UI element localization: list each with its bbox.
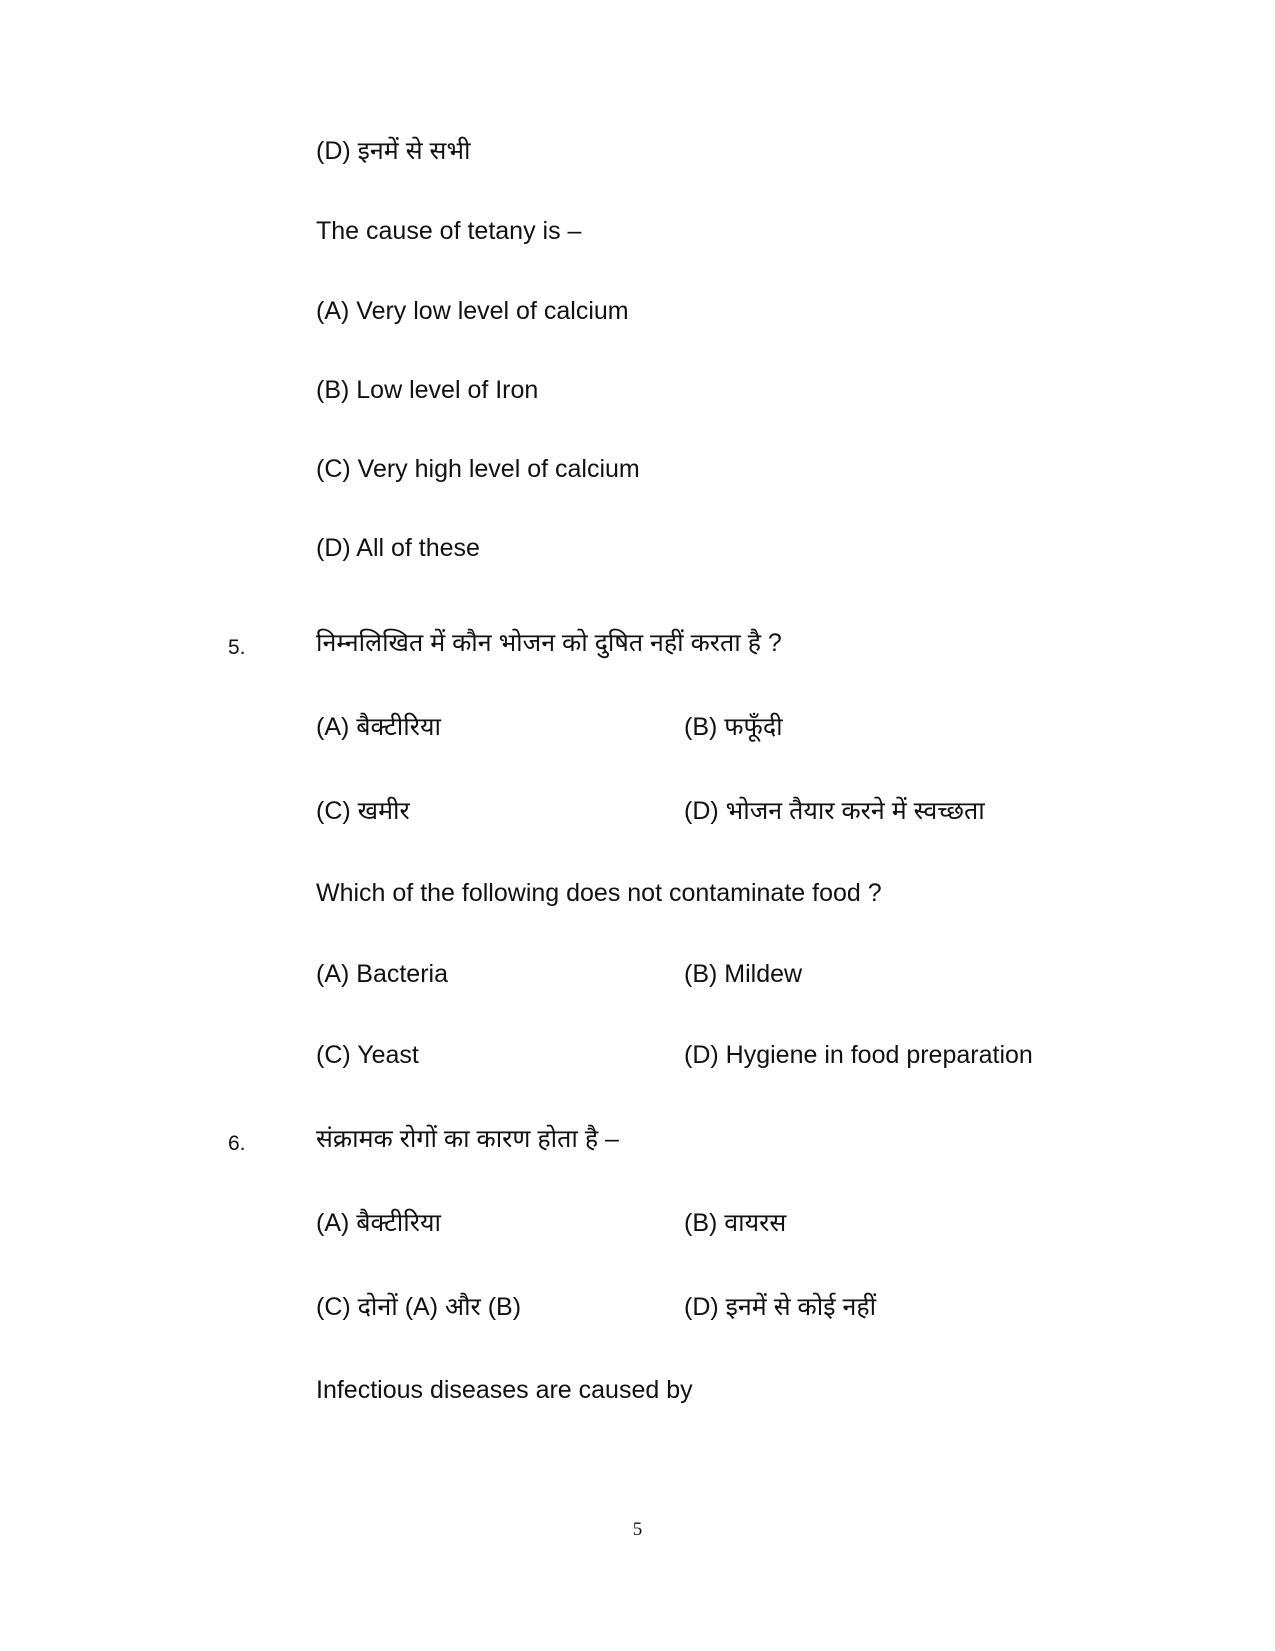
q5-option-b-hindi: (B) फफूँदी bbox=[684, 713, 783, 741]
q5-question-hindi: निम्नलिखित में कौन भोजन को दुषित नहीं करता है ? bbox=[316, 629, 782, 657]
q5-option-d-hindi: (D) भोजन तैयार करने में स्वच्छता bbox=[684, 797, 985, 825]
q5-option-c-english: (C) Yeast bbox=[316, 1041, 419, 1069]
page-number: 5 bbox=[632, 1519, 643, 1540]
q6-option-c-hindi: (C) दोनों (A) और (B) bbox=[316, 1293, 522, 1321]
q6-option-a-hindi: (A) बैक्टीरिया bbox=[316, 1209, 441, 1237]
q6-option-b-hindi: (B) वायरस bbox=[684, 1209, 787, 1237]
q6-option-d-hindi: (D) इनमें से कोई नहीं bbox=[684, 1293, 877, 1321]
q4-option-d-hindi: (D) इनमें से सभी bbox=[316, 137, 471, 165]
q4-option-d-english: (D) All of these bbox=[316, 534, 480, 562]
q5-option-a-hindi: (A) बैक्टीरिया bbox=[316, 713, 441, 741]
q5-option-b-english: (B) Mildew bbox=[684, 960, 803, 988]
q5-option-d-english: (D) Hygiene in food preparation bbox=[684, 1041, 1033, 1069]
q4-option-b-english: (B) Low level of Iron bbox=[316, 376, 539, 404]
q5-option-a-english: (A) Bacteria bbox=[316, 960, 448, 988]
q6-question-english: Infectious diseases are caused by bbox=[316, 1376, 693, 1404]
q4-question-english: The cause of tetany is – bbox=[316, 217, 582, 245]
q6-number: 6. bbox=[228, 1132, 246, 1155]
q5-question-english: Which of the following does not contaminate food ? bbox=[316, 879, 882, 907]
q5-number: 5. bbox=[228, 636, 246, 659]
q4-option-c-english: (C) Very high level of calcium bbox=[316, 455, 640, 483]
q4-option-a-english: (A) Very low level of calcium bbox=[316, 297, 629, 325]
q5-option-c-hindi: (C) खमीर bbox=[316, 797, 410, 825]
q6-question-hindi: संक्रामक रोगों का कारण होता है – bbox=[316, 1125, 619, 1153]
